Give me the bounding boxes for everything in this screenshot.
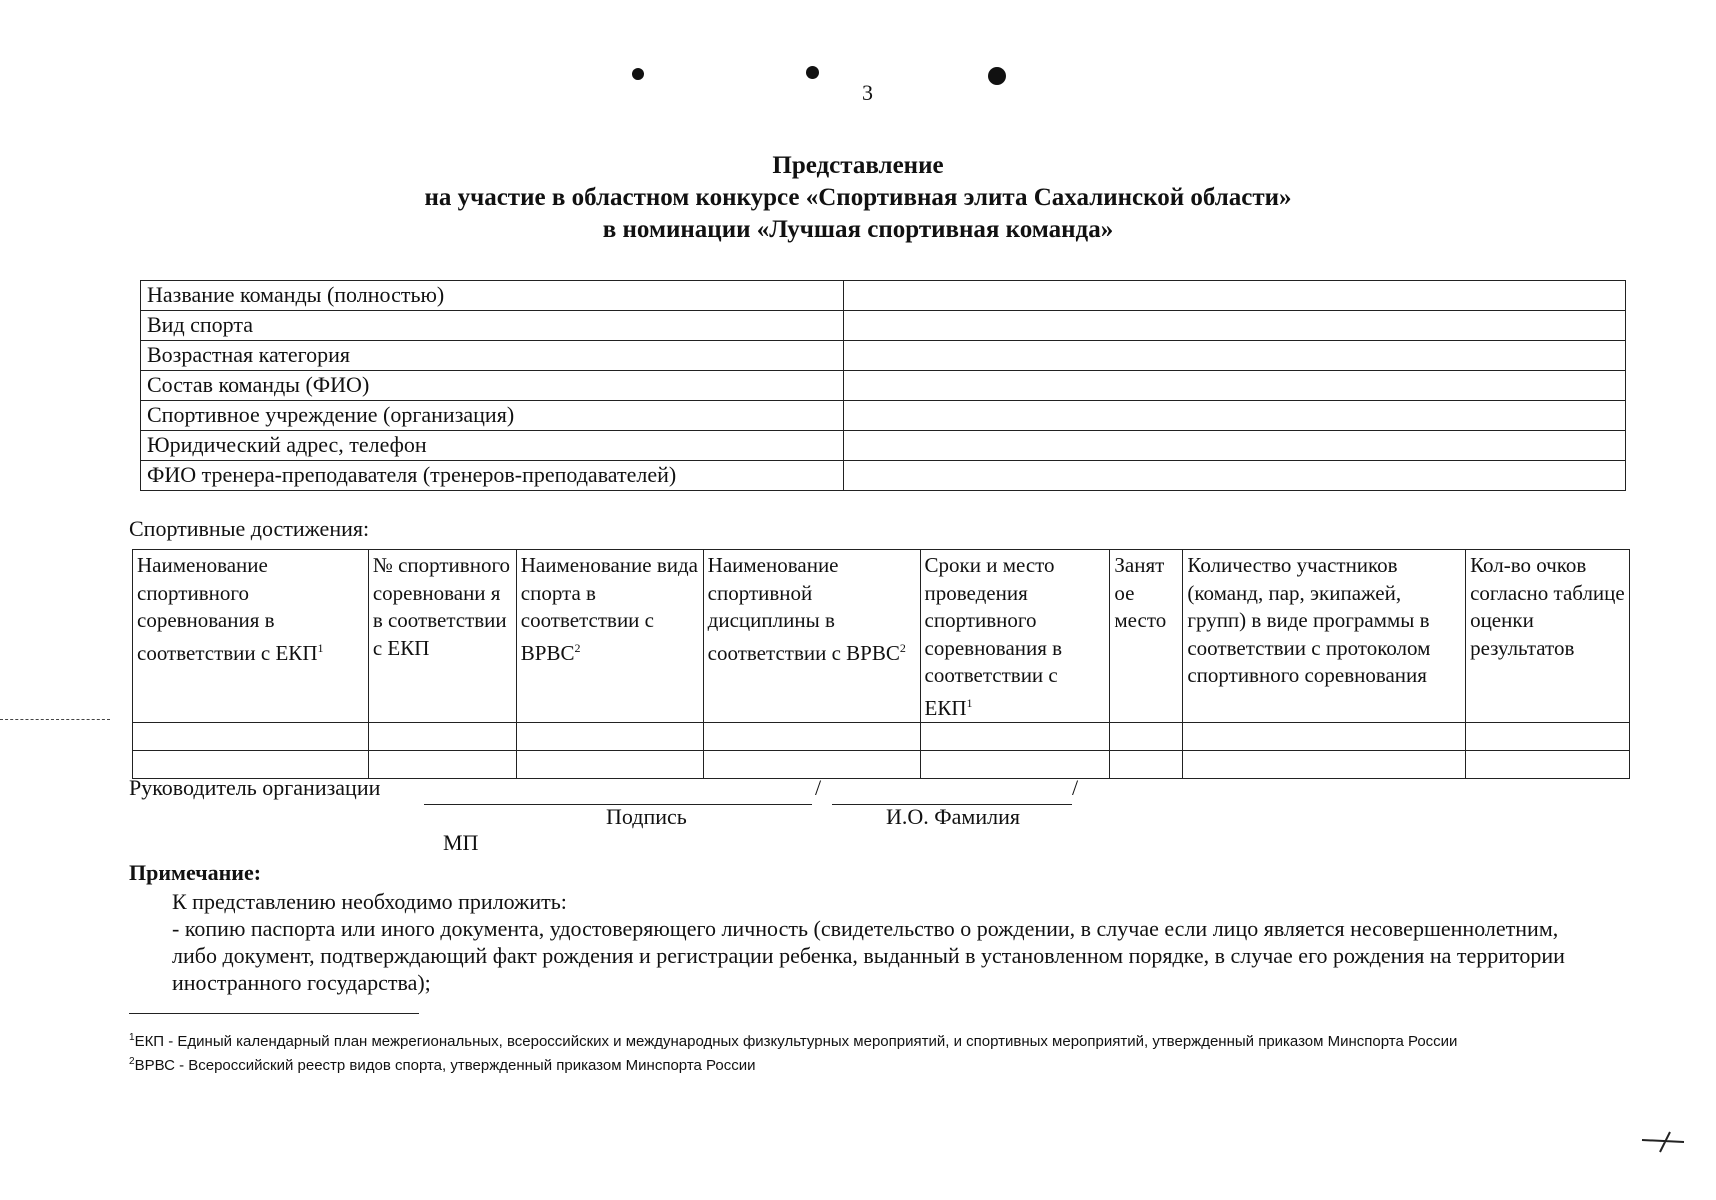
- achievement-cell[interactable]: [1466, 723, 1630, 751]
- column-header: [516, 550, 703, 723]
- achievement-cell[interactable]: [1183, 751, 1466, 779]
- achievement-cell[interactable]: [368, 751, 516, 779]
- info-row: [141, 461, 1626, 491]
- column-header-text: Количество участников (команд, пар, экипажей, групп) в виде программы в соответствии с протоколом спортивного соревнования: [1187, 553, 1431, 687]
- note-body: [129, 888, 1589, 996]
- info-row-value[interactable]: [844, 371, 1626, 401]
- achievements-table: [132, 549, 1630, 779]
- column-header-text: Сроки и место проведения спортивного соревнования в соответствии с ЕКП: [924, 553, 1063, 720]
- footnote-ref: 1: [966, 695, 973, 710]
- info-row-value[interactable]: [844, 431, 1626, 461]
- achievements-header-row: [133, 550, 1630, 723]
- achievement-cell[interactable]: [703, 751, 920, 779]
- page-number: 3: [862, 80, 873, 105]
- separator-slash: /: [1072, 775, 1079, 800]
- column-header-text: Наименование спортивного соревнования в соответствии с ЕКП: [137, 553, 318, 665]
- info-row-label: Состав команды (ФИО): [141, 371, 844, 401]
- punch-hole-mark: [806, 66, 819, 79]
- achievement-cell[interactable]: [1110, 723, 1183, 751]
- title-line-3: в номинации «Лучшая спортивная команда»: [602, 216, 1114, 243]
- punch-hole-mark: [632, 68, 644, 80]
- info-row-label: Вид спорта: [141, 311, 844, 341]
- column-header-text: Наименование спортивной дисциплины в соответствии с ВРВС: [707, 553, 900, 665]
- info-row: [141, 371, 1626, 401]
- handwritten-mark: [1640, 1128, 1686, 1154]
- column-header-text: № спортивного соревновани я в соответствии с ЕКП: [372, 553, 511, 660]
- footnote-ref: 2: [899, 640, 906, 655]
- achievement-cell[interactable]: [1183, 723, 1466, 751]
- achievement-cell[interactable]: [703, 723, 920, 751]
- footnotes: [129, 1028, 1599, 1076]
- info-row-label: Название команды (полностью): [141, 281, 844, 311]
- achievement-cell[interactable]: [1466, 751, 1630, 779]
- info-row-label: Юридический адрес, телефон: [141, 431, 844, 461]
- achievement-cell[interactable]: [133, 723, 369, 751]
- footnote-ref: 2: [574, 640, 581, 655]
- footnote-text: ЕКП - Единый календарный план межрегиональных, всероссийских и международных физкультурных мероприятий, и спортивных мероприятий, утвержденный приказом Минспорта России: [134, 1033, 1458, 1050]
- footnote-mark: 2: [129, 1056, 135, 1067]
- document-title: [0, 150, 1716, 246]
- column-header: [368, 550, 516, 723]
- footnote-divider: [129, 1013, 419, 1014]
- achievement-cell[interactable]: [368, 723, 516, 751]
- achievement-cell[interactable]: [1110, 751, 1183, 779]
- info-row-value[interactable]: [844, 461, 1626, 491]
- info-row-label: ФИО тренера-преподавателя (тренеров-преподавателей): [141, 461, 844, 491]
- column-header: [703, 550, 920, 723]
- info-row: [141, 431, 1626, 461]
- column-header: [133, 550, 369, 723]
- info-row: [141, 341, 1626, 371]
- column-header: [1110, 550, 1183, 723]
- column-header-text: Кол-во очков согласно таблице оценки результатов: [1470, 553, 1625, 660]
- achievement-cell[interactable]: [920, 751, 1110, 779]
- team-info-table: [140, 280, 1626, 491]
- achievement-cell[interactable]: [516, 723, 703, 751]
- info-row-value[interactable]: [844, 281, 1626, 311]
- note-line: К представлению необходимо приложить:: [172, 889, 567, 914]
- stamp-placeholder: МП: [443, 830, 479, 855]
- footnote-mark: 1: [129, 1032, 135, 1043]
- column-header: [920, 550, 1110, 723]
- column-header-text: Наименование вида спорта в соответствии с ВРВС: [520, 553, 699, 665]
- punch-hole-mark: [988, 67, 1006, 85]
- separator-slash: /: [815, 775, 822, 800]
- column-header: [1466, 550, 1630, 723]
- info-row-value[interactable]: [844, 401, 1626, 431]
- achievement-cell[interactable]: [516, 751, 703, 779]
- title-line-1: Представление: [772, 152, 944, 179]
- title-line-2: на участие в областном конкурсе «Спортивная элита Сахалинской области»: [424, 184, 1292, 211]
- info-row-label: Возрастная категория: [141, 341, 844, 371]
- achievement-cell[interactable]: [920, 723, 1110, 751]
- achievement-row: [133, 723, 1630, 751]
- info-row-value[interactable]: [844, 341, 1626, 371]
- note-line: - копию паспорта или иного документа, удостоверяющего личность (свидетельство о рождении, в случае если лицо является несовершеннолетним, либо документ, подтверждающий факт рождения и регистрации ребенка, выданный в установленном порядке, в случае его рождения на территории иностранного государства);: [172, 916, 1565, 995]
- footnote-ref: 1: [317, 640, 324, 655]
- achievements-label: Спортивные достижения:: [129, 516, 370, 541]
- column-header: [1183, 550, 1466, 723]
- footnote: [129, 1052, 1599, 1076]
- info-row: [141, 281, 1626, 311]
- footnote-text: ВРВС - Всероссийский реестр видов спорта, утвержденный приказом Минспорта России: [134, 1057, 756, 1074]
- scan-artifact-line: [0, 719, 110, 720]
- column-header-text: Занят ое место: [1114, 553, 1167, 632]
- info-row-value[interactable]: [844, 311, 1626, 341]
- note-heading: Примечание:: [129, 860, 262, 885]
- info-row: [141, 311, 1626, 341]
- info-row-label: Спортивное учреждение (организация): [141, 401, 844, 431]
- signature-caption: Подпись: [606, 804, 687, 829]
- footnote: [129, 1028, 1599, 1052]
- director-label: Руководитель организации: [129, 775, 381, 800]
- info-row: [141, 401, 1626, 431]
- name-caption: И.О. Фамилия: [886, 804, 1020, 829]
